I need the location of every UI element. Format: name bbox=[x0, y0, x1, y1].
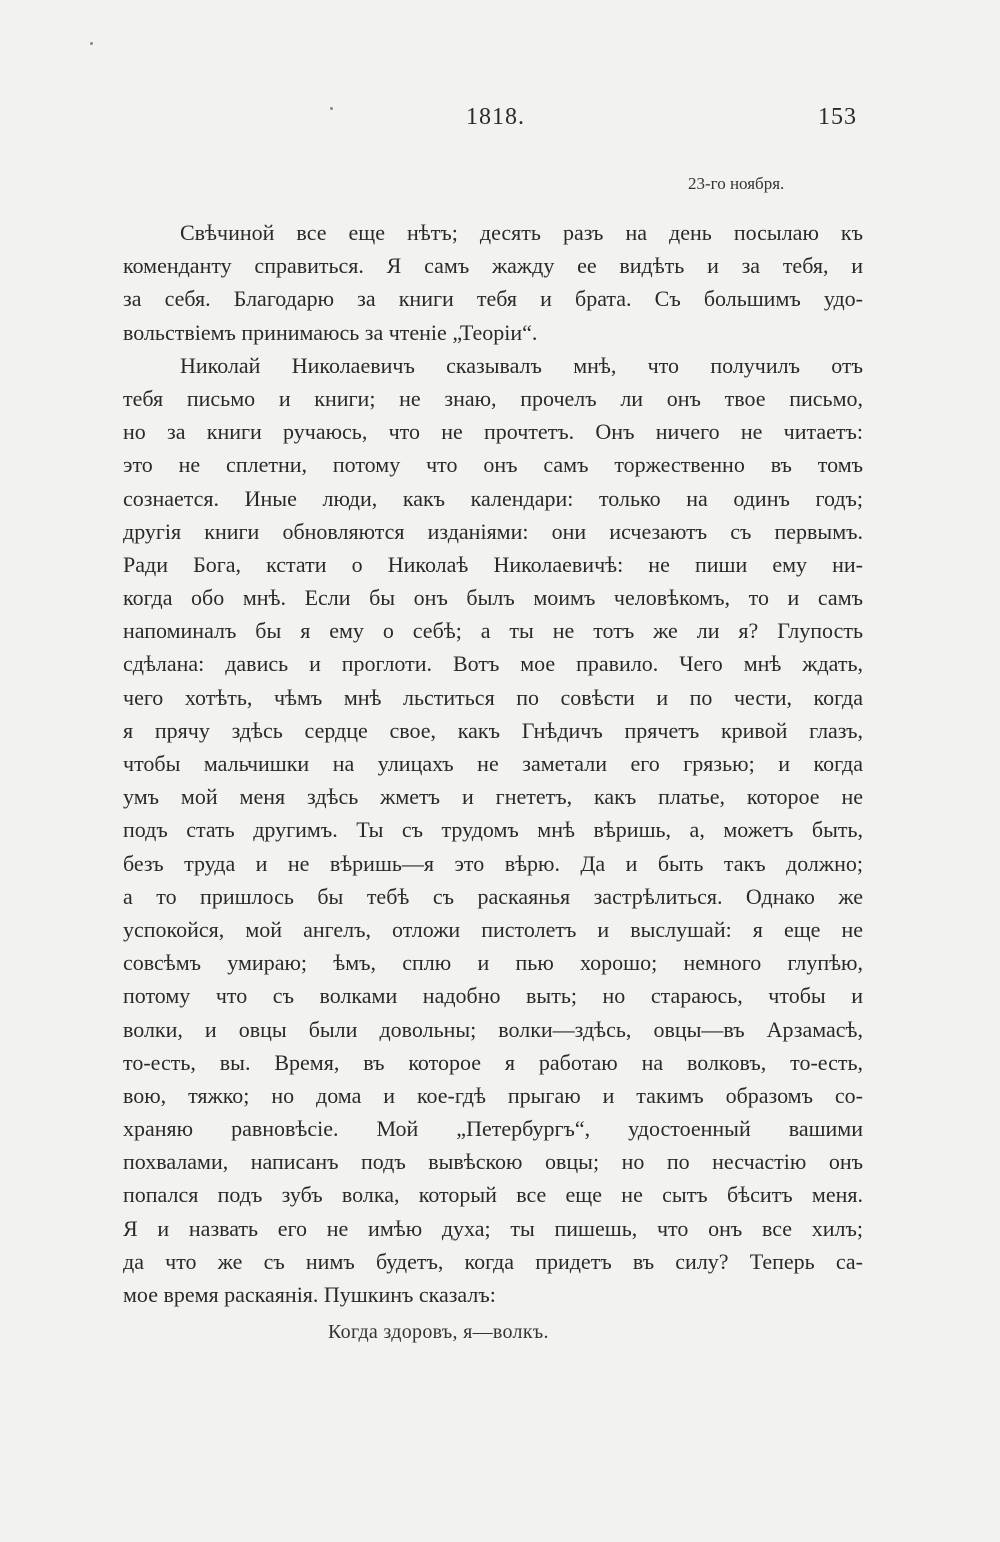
text-line: Свѣчиной все еще нѣтъ; десять разъ на день посылаю къ bbox=[180, 220, 863, 245]
text-line: безъ труда и не вѣришь—я это вѣрю. Да и быть такъ должно; bbox=[123, 850, 863, 876]
text-line: совсѣмъ умираю; ѣмъ, сплю и пью хорошо; немного глупѣю, bbox=[123, 950, 863, 976]
text-line: храняю равновѣсіе. Мой „Петербургъ“, удостоенный вашими bbox=[123, 1116, 863, 1142]
text-line: вою, тяжко; но дома и кое-гдѣ прыгаю и такимъ образомъ со- bbox=[123, 1082, 863, 1108]
text-line: это не сплетни, потому что онъ самъ торжественно въ томъ bbox=[123, 452, 863, 478]
text-line: похвалами, написанъ подъ вывѣскою овцы; но по несчастію онъ bbox=[123, 1149, 863, 1175]
text-line: Ради Бога, кстати о Николаѣ Николаевичѣ: не пиши ему ни- bbox=[123, 551, 863, 577]
text-line: подъ стать другимъ. Ты съ трудомъ мнѣ вѣришь, а, можетъ быть, bbox=[123, 817, 863, 843]
text-line: умъ мой меня здѣсь жметъ и гнететъ, какъ платье, которое не bbox=[123, 784, 863, 810]
text-line: Николай Николаевичъ сказывалъ мнѣ, что получилъ отъ bbox=[180, 352, 863, 378]
text-line: да что же съ нимъ будетъ, когда придетъ въ силу? Теперь са- bbox=[123, 1248, 863, 1274]
letter-body bbox=[123, 216, 863, 1311]
text-line: я прячу здѣсь сердце свое, какъ Гнѣдичъ прячетъ кривой глазъ, bbox=[123, 717, 863, 743]
print-speck bbox=[90, 42, 93, 45]
text-line: напоминалъ бы я ему о себѣ; а ты не тотъ же ли я? Глупость bbox=[123, 618, 863, 644]
text-line: когда обо мнѣ. Если бы онъ былъ моимъ человѣкомъ, то и самъ bbox=[123, 585, 863, 611]
text-line: вольствіемъ принимаюсь за чтеніе „Теоріи“. bbox=[123, 319, 538, 345]
text-line: Я и назвать его не имѣю духа; ты пишешь, что онъ все хилъ; bbox=[123, 1215, 863, 1241]
text-line: тебя письмо и книги; не знаю, прочелъ ли онъ твое письмо, bbox=[123, 385, 863, 411]
print-speck bbox=[330, 107, 333, 110]
text-line: сдѣлана: давись и проглоти. Вотъ мое правило. Чего мнѣ ждать, bbox=[123, 651, 863, 677]
text-line: сознается. Иные люди, какъ календари: только на одинъ годъ; bbox=[123, 485, 863, 511]
text-line: коменданту справиться. Я самъ жажду ее видѣть и за тебя, и bbox=[123, 253, 863, 279]
text-line: чего хотѣть, чѣмъ мнѣ льститься по совѣсти и по чести, когда bbox=[123, 684, 863, 710]
running-header-year: 1818. bbox=[466, 104, 525, 130]
text-line: чтобы мальчишки на улицахъ не заметали его грязью; и когда bbox=[123, 751, 863, 776]
page-number: 153 bbox=[818, 104, 857, 130]
text-line: мое время раскаянія. Пушкинъ сказалъ: bbox=[123, 1282, 496, 1307]
text-line: потому что съ волками надобно выть; но стараюсь, чтобы и bbox=[123, 983, 863, 1009]
text-line: но за книги ручаюсь, что не прочтетъ. Онъ ничего не читаетъ: bbox=[123, 419, 863, 445]
text-line: за себя. Благодарю за книги тебя и брата. Съ большимъ удо- bbox=[123, 286, 863, 312]
text-line: успокойся, мой ангелъ, отложи пистолетъ и выслушай: я еще не bbox=[123, 916, 863, 942]
verse-quote: Когда здоровъ, я—волкъ. bbox=[328, 1321, 549, 1343]
text-line: другія книги обновляются изданіями: они исчезаютъ съ первымъ. bbox=[123, 518, 863, 544]
text-line: то-есть, вы. Время, въ которое я работаю на волковъ, то-есть, bbox=[123, 1049, 863, 1075]
letter-dateline: 23-го ноября. bbox=[688, 174, 785, 193]
text-line: попался подъ зубъ волка, который все еще не сытъ бѣситъ меня. bbox=[123, 1182, 863, 1208]
text-line: волки, и овцы были довольны; волки—здѣсь, овцы—въ Арзамасѣ, bbox=[123, 1016, 863, 1042]
text-line: а то пришлось бы тебѣ съ раскаянья застрѣлиться. Однако же bbox=[123, 883, 863, 909]
